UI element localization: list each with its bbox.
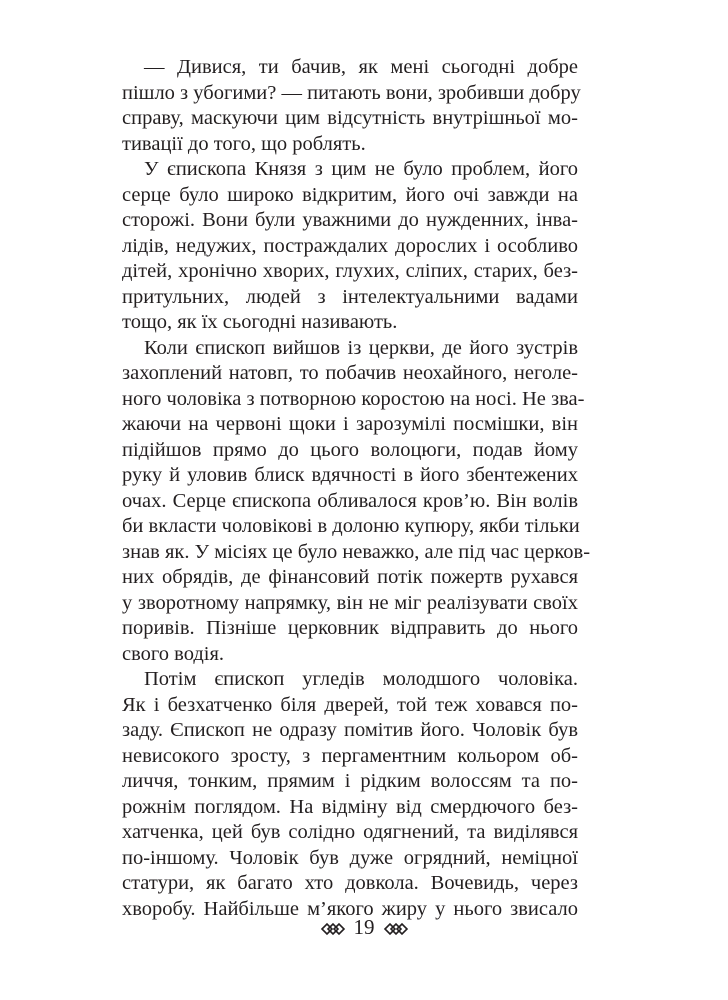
text-line: Як і безхатченко біля дверей, той теж ховався по- [122, 693, 578, 716]
paragraph [122, 55, 581, 157]
text-line: хворобу. Найбільше м’якого жиру у нього звисало [122, 897, 578, 920]
text-line: У єпископа Князя з цим не було проблем, його [144, 158, 578, 180]
text-line: тощо, як їх сьогодні називають. [122, 311, 398, 333]
text-line: Потім єпископ угледів молодшого чоловіка. [144, 668, 578, 690]
text-line: по-іншому. Чоловік був дуже огрядний, неміцної [122, 846, 578, 869]
knot-ornament-icon [383, 922, 409, 936]
text-line: захоплений натовп, то побачив неохайного, неголе- [122, 362, 578, 384]
text-line: невисокого зросту, з пергаментним кольором об- [122, 744, 578, 767]
text-line: — Дивися, ти бачив, як мені сьогодні добре [144, 56, 578, 78]
text-line: свого водія. [122, 642, 225, 665]
text-line: сторожі. Вони були уважними до нужденних, інва- [122, 209, 578, 231]
text-line: притульних, людей з інтелектуальними вадами [122, 285, 578, 308]
text-line: лідів, недужих, постраждалих дорослих і особливо [122, 234, 578, 257]
paragraph [122, 336, 591, 668]
text-line: знав як. У місіях це було неважко, але під час церков- [122, 540, 591, 563]
text-line: очах. Серце єпископа обливалося кров’ю. Він волів [122, 489, 578, 512]
text-line: рожнім поглядом. На відміну від смердючого без- [122, 795, 578, 818]
paragraph [122, 667, 578, 922]
body-text [122, 55, 591, 922]
paragraph [122, 157, 578, 336]
text-line: статури, як багато хто довкола. Вочевидь, через [122, 872, 578, 894]
text-line: тивації до того, що роблять. [122, 132, 366, 155]
page-number: 19 [353, 915, 375, 939]
text-line: пішло з убогими? — питають вони, зробивши добру [122, 81, 581, 104]
text-line: хатченка, цей був солідно одягнений, та виділявся [122, 821, 578, 843]
text-line: би вкласти чоловікові в долоню купюру, якби тільки [122, 515, 580, 537]
text-line: у зворотному напрямку, він не міг реалізувати своїх [122, 591, 578, 614]
page-footer [0, 915, 728, 940]
text-line: серце було широко відкритим, його очі завжди на [122, 183, 578, 206]
text-line: поривів. Пізніше церковник відправить до нього [122, 617, 578, 639]
text-line: личчя, тонким, прямим і рідким волоссям та по- [122, 770, 578, 792]
text-line: справу, маскуючи цим відсутність внутрішньої мо- [122, 107, 578, 129]
text-line: них обрядів, де фінансовий потік пожертв рухався [122, 566, 578, 588]
text-line: жаючи на червоні щоки і зарозумілі посмішки, він [122, 413, 578, 435]
text-line: заду. Єпископ не одразу помітив його. Чоловік був [122, 719, 578, 741]
text-line: ного чоловіка з потворною коростою на носі. Не зва- [122, 387, 585, 410]
text-line: Коли єпископ вийшов із церкви, де його зустрів [144, 336, 578, 359]
text-line: дітей, хронічно хворих, глухих, сліпих, старих, без- [122, 260, 578, 282]
text-line: руку й уловив блиск вдячності в його збентежених [122, 464, 578, 486]
knot-ornament-icon [320, 922, 346, 936]
text-line: підійшов прямо до цього волоцюги, подав йому [122, 438, 578, 461]
